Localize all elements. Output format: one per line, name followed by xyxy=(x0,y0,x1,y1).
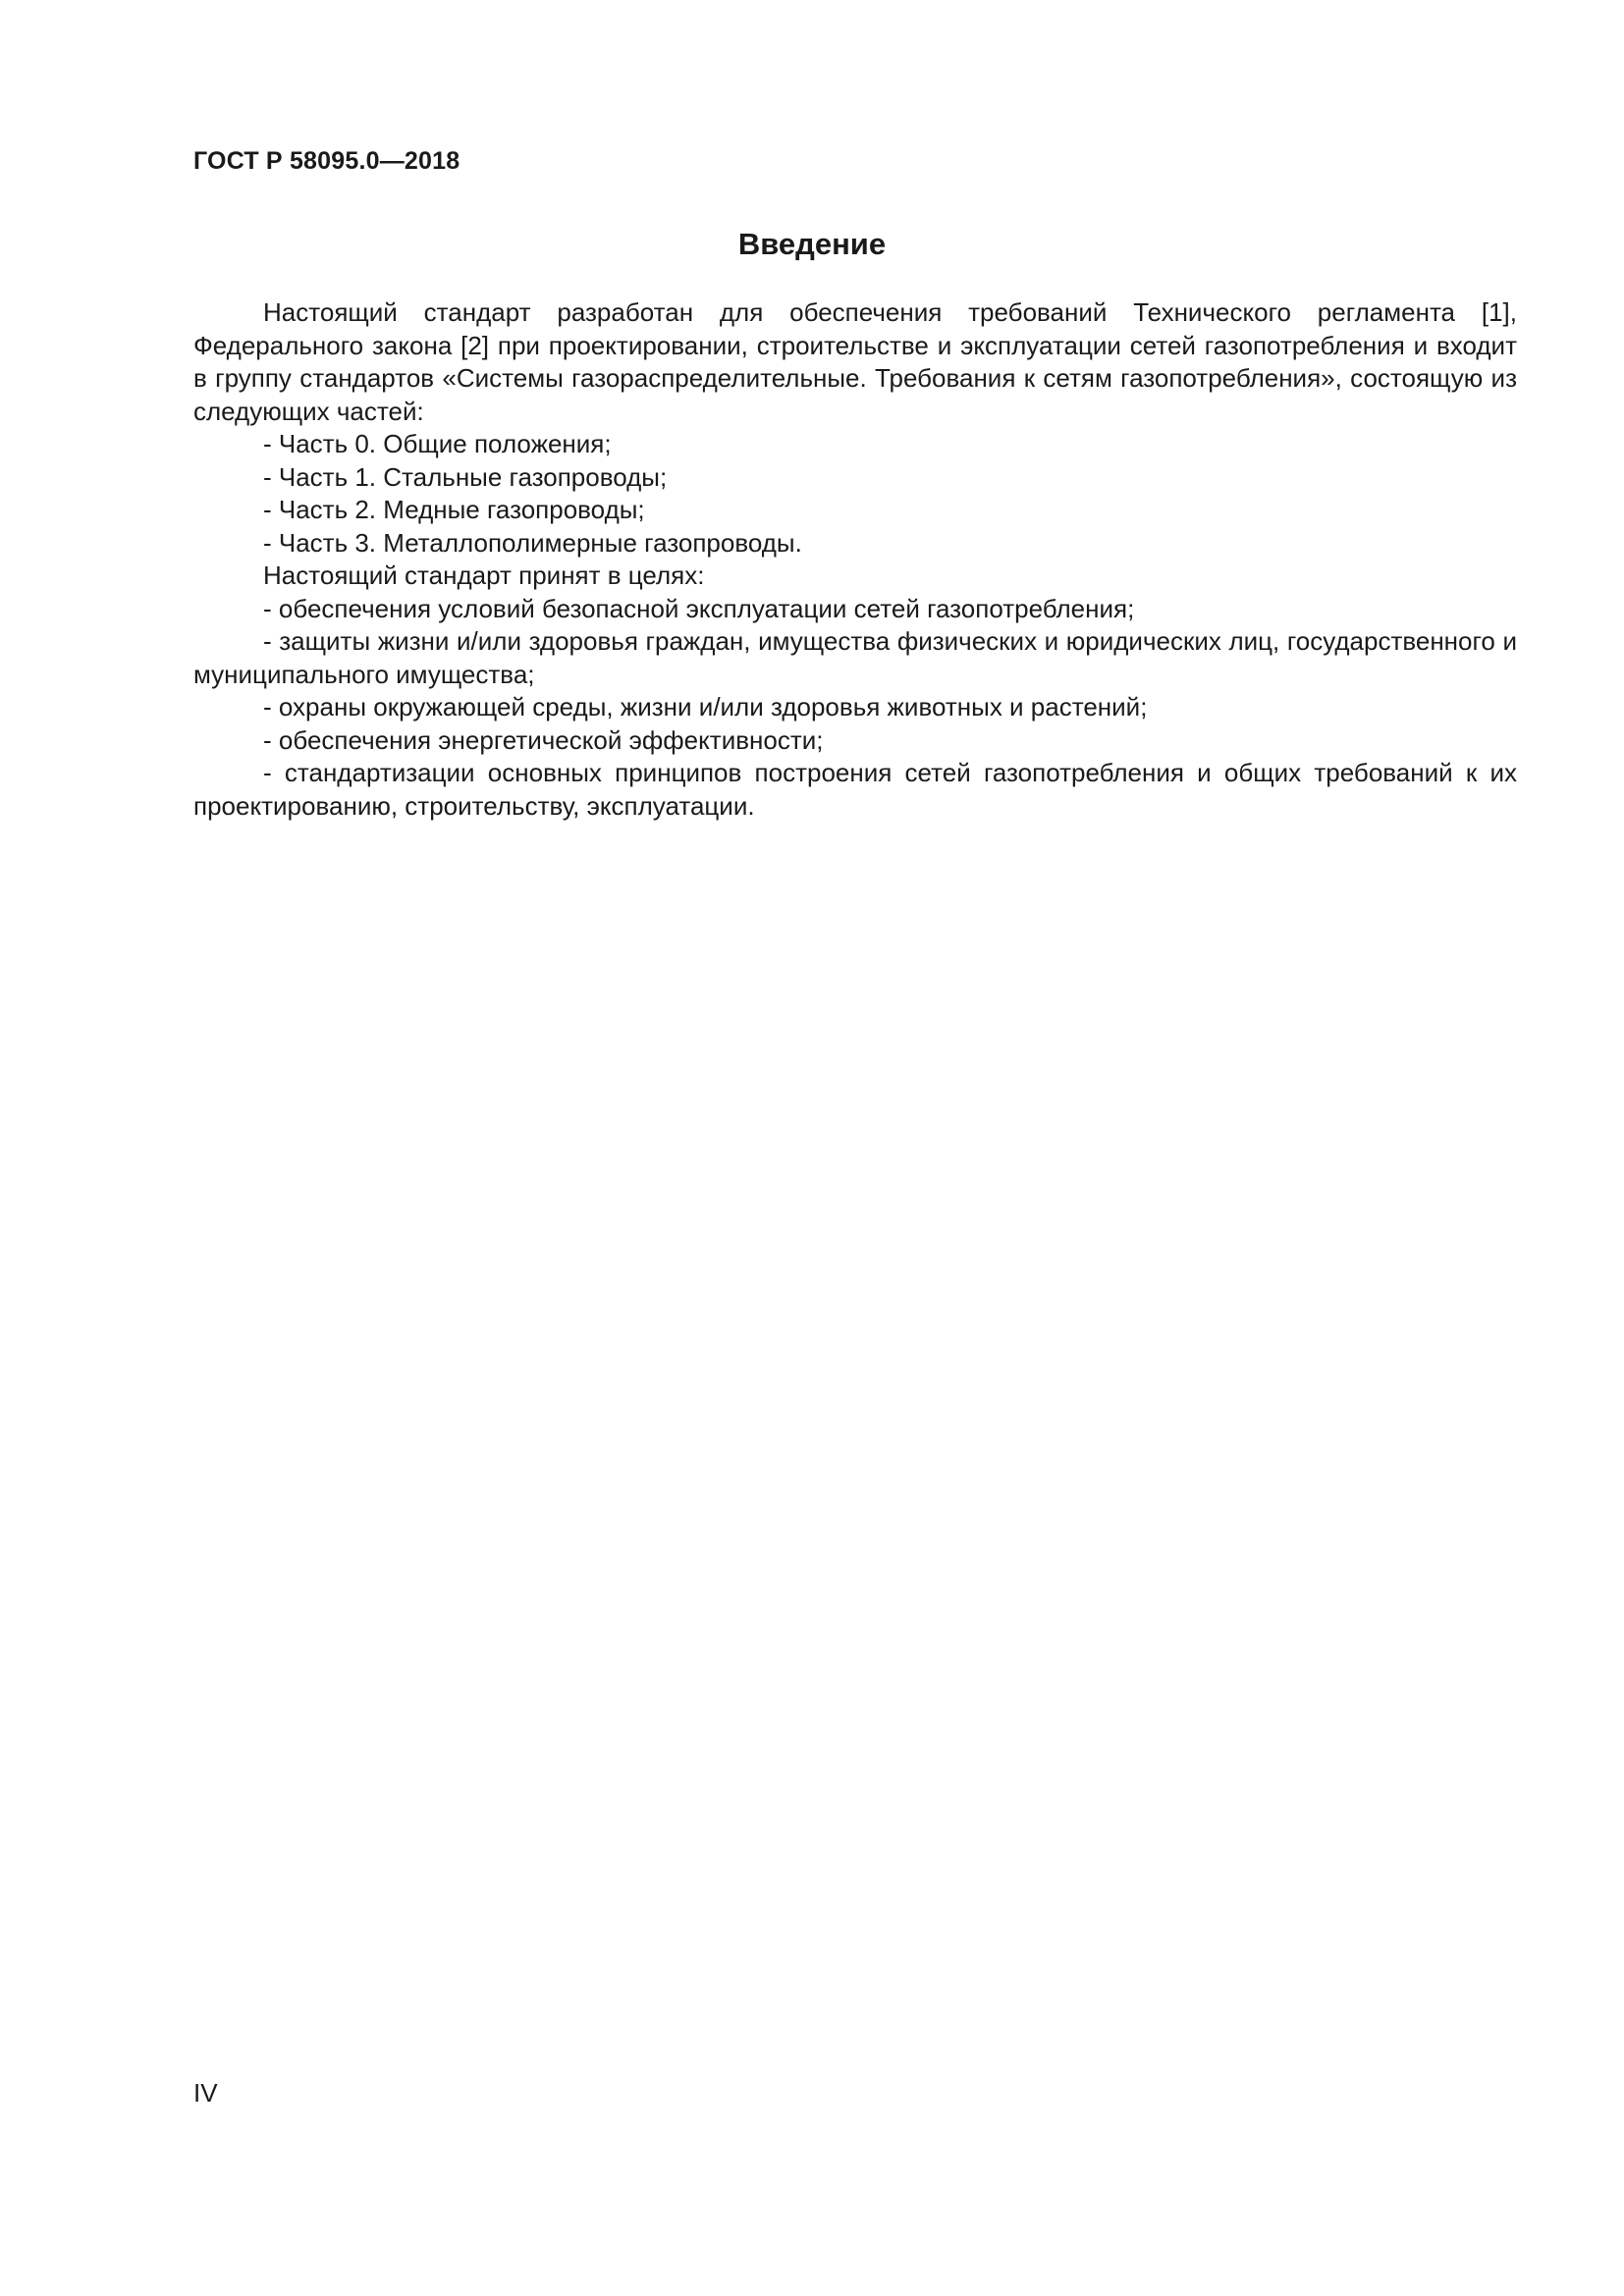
page-number: IV xyxy=(193,2078,218,2108)
section-title: Введение xyxy=(737,227,887,261)
purpose-item: - защиты жизни и/или здоровья граждан, имущества физических и юридических лиц, государственного и муниципального имущества; xyxy=(193,626,1517,689)
part-item: - Часть 2. Медные газопроводы; xyxy=(263,495,645,524)
part-item: - Часть 0. Общие положения; xyxy=(263,429,612,458)
document-body xyxy=(193,296,1517,823)
document-code: ГОСТ Р 58095.0—2018 xyxy=(193,147,460,175)
part-item: - Часть 1. Стальные газопроводы; xyxy=(263,461,668,492)
purpose-item: - обеспечения энергетической эффективности; xyxy=(263,724,824,755)
purpose-item: - обеспечения условий безопасной эксплуатации сетей газопотребления; xyxy=(263,593,1135,623)
intro-paragraph: Настоящий стандарт разработан для обеспечения требований Технического регламента [1], Федерального закона [2] при проектировании, строительстве и эксплуатации сетей газопотребления и входит в группу стандартов «Системы газораспределительные. Требования к сетям газопотребления», состоящую из следующих частей: xyxy=(193,297,1517,426)
purpose-item: - охраны окружающей среды, жизни и/или здоровья животных и растений; xyxy=(263,692,1148,721)
part-item: - Часть 3. Металлополимерные газопроводы. xyxy=(263,527,802,558)
purpose-item: - стандартизации основных принципов построения сетей газопотребления и общих требований к их проектированию, строительству, эксплуатации. xyxy=(193,758,1517,821)
purpose-intro: Настоящий стандарт принят в целях: xyxy=(263,561,705,590)
